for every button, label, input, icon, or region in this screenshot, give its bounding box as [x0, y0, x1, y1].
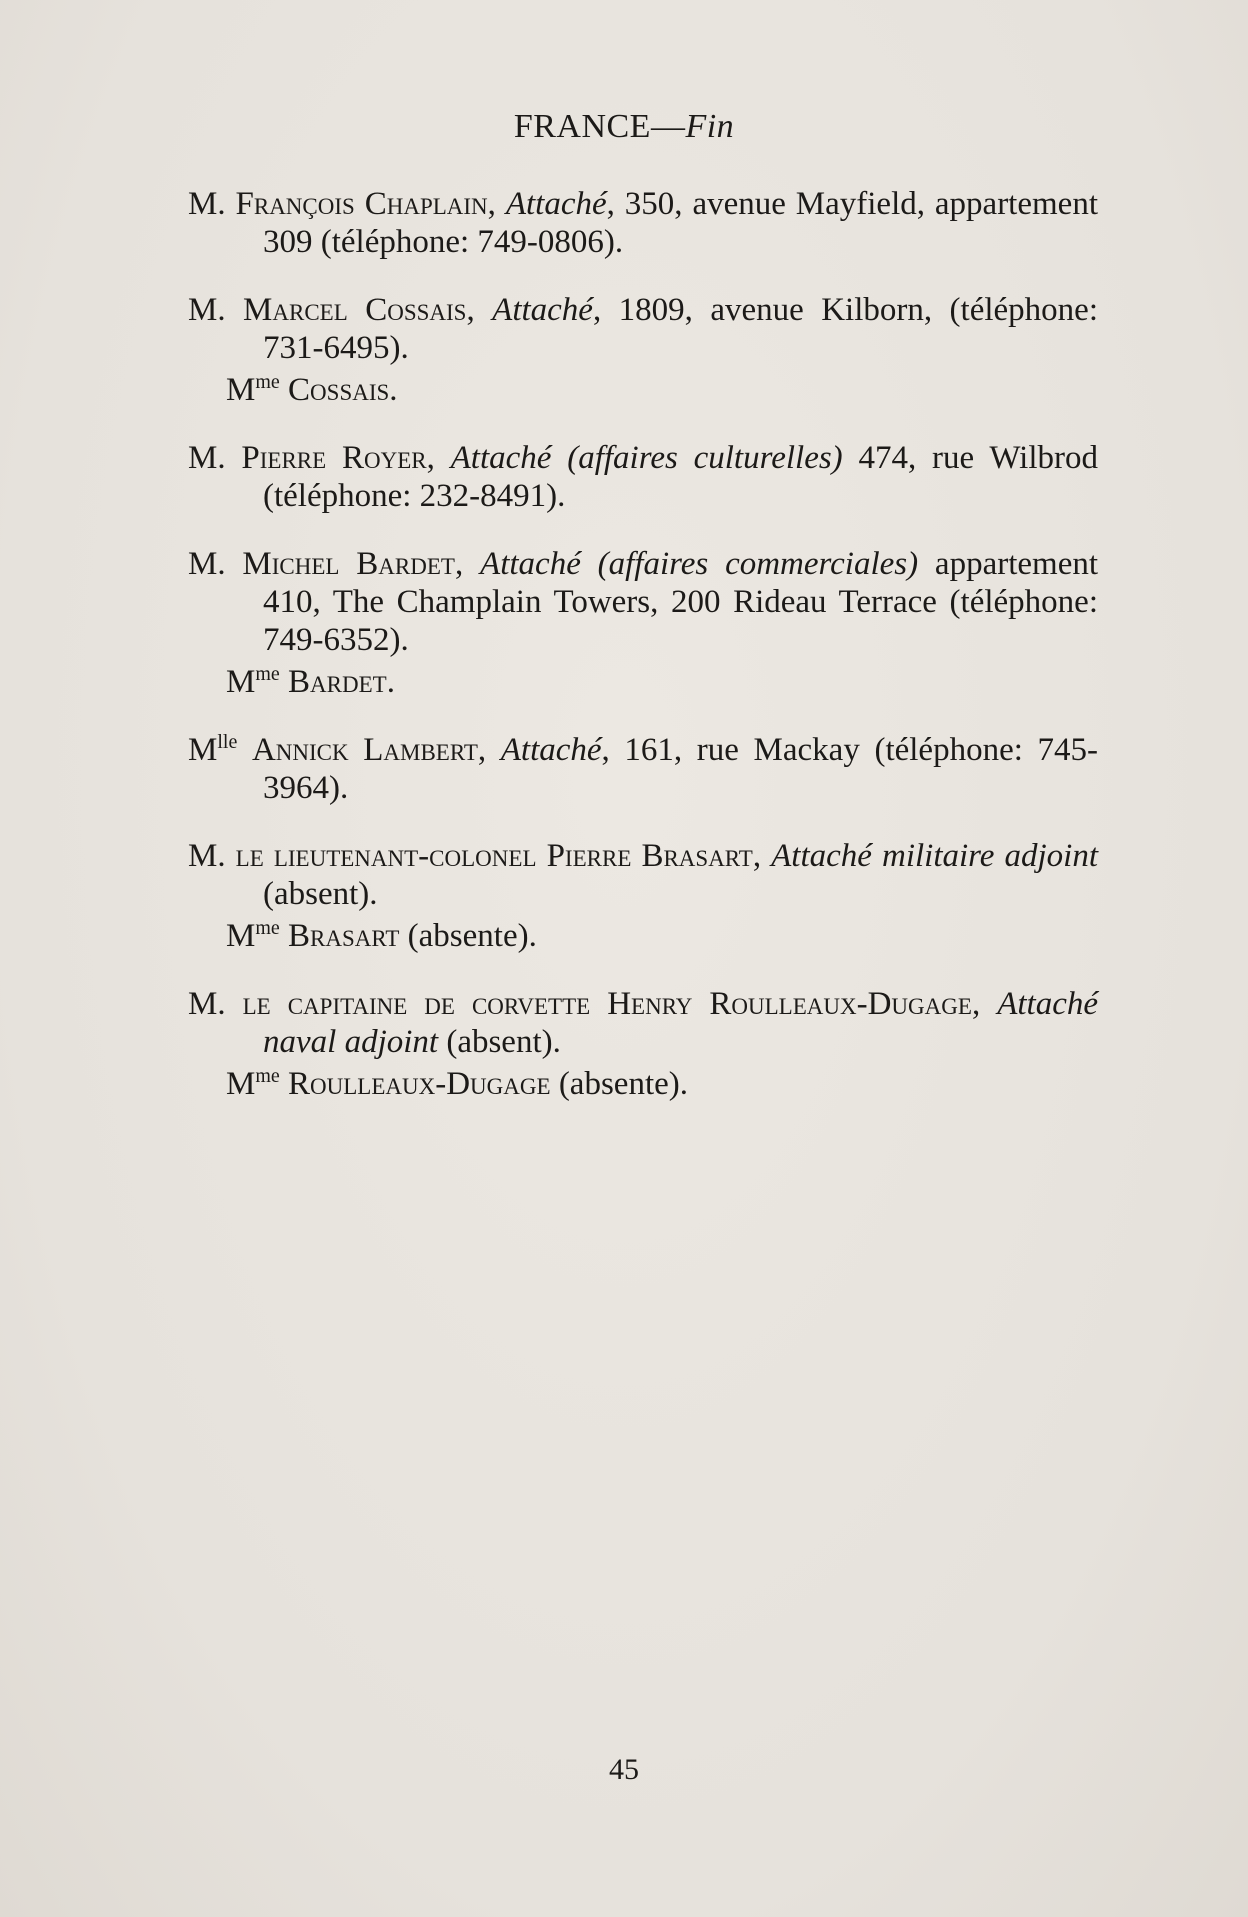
- entry-details: (absent).: [438, 1024, 561, 1060]
- entry-roulleaux-dugage: [188, 985, 1098, 1103]
- entry-text: [188, 185, 1098, 261]
- entry-role: Attaché militaire adjoint: [771, 838, 1099, 874]
- entry-sep: ,: [426, 440, 435, 476]
- entry-role: Attaché: [492, 292, 593, 328]
- header-fin: Fin: [685, 108, 735, 145]
- entry-text: [188, 439, 1098, 515]
- page-number: 45: [609, 1753, 639, 1786]
- entry-sep: ,: [454, 546, 464, 582]
- entry-title-sup: lle: [217, 731, 238, 753]
- entry-rank: le capitaine de corvette: [242, 986, 591, 1022]
- spouse-title: M: [226, 664, 256, 700]
- page-header: [0, 108, 1248, 146]
- entry-title: M.: [188, 986, 226, 1022]
- spouse-line: [188, 917, 1098, 955]
- entry-text: [188, 731, 1098, 807]
- entry-title: M.: [188, 546, 226, 582]
- spouse-title-sup: me: [255, 1065, 280, 1087]
- entry-rank: le lieutenant-colonel: [235, 838, 537, 874]
- spouse-line: [188, 663, 1098, 701]
- entry-lambert: [188, 731, 1098, 807]
- entry-name: Annick Lambert: [251, 732, 478, 768]
- entry-title: M.: [188, 440, 226, 476]
- entry-chaplain: [188, 185, 1098, 261]
- spouse-rest: (absente).: [550, 1066, 688, 1102]
- entry-text: [188, 837, 1098, 913]
- spouse-rest: .: [386, 664, 395, 700]
- entry-role: Attaché (affaires commerciales): [480, 546, 919, 582]
- spouse-title: M: [226, 1066, 256, 1102]
- entry-details: 474, rue Wilbrod (téléphone: 232-8491).: [263, 440, 1098, 514]
- spouse-title-sup: me: [255, 371, 280, 393]
- entry-role: Attaché: [500, 732, 602, 768]
- entry-title: M.: [188, 186, 226, 222]
- spouse-rest: (absente).: [399, 918, 537, 954]
- entry-details: , 1809, avenue Kilborn, (téléphone: 731-6495).: [263, 292, 1098, 366]
- entry-name: Henry Roulleaux-Dugage: [607, 986, 972, 1022]
- entry-details: appartement 410, The Champlain Towers, 200 Rideau Terrace (téléphone: 749-6352).: [263, 546, 1099, 658]
- entry-name: Michel Bardet: [242, 546, 455, 582]
- entry-name: François Chaplain: [235, 186, 488, 222]
- spouse-title-sup: me: [255, 663, 280, 685]
- entry-role: Attaché: [505, 186, 607, 222]
- entry-details: , 161, rue Mackay (téléphone: 745-3964).: [263, 732, 1098, 806]
- header-country: FRANCE: [513, 108, 651, 145]
- spouse-title: M: [226, 372, 256, 408]
- entry-sep: ,: [466, 292, 475, 328]
- entry-title: M.: [188, 292, 226, 328]
- entry-details: (absent).: [263, 876, 378, 912]
- spouse-title: M: [226, 918, 256, 954]
- entry-role: Attaché (affaires culturelles): [450, 440, 843, 476]
- entry-text: [188, 291, 1098, 367]
- entry-title: M: [188, 732, 218, 768]
- entry-text: [188, 985, 1098, 1061]
- entry-name: Pierre Brasart: [546, 838, 753, 874]
- header-dash: —: [650, 108, 686, 145]
- entry-name: Marcel Cossais: [243, 292, 467, 328]
- entry-sep: ,: [752, 838, 762, 874]
- entry-name: Pierre Royer: [241, 440, 427, 476]
- spouse-name: Brasart: [288, 918, 400, 954]
- entry-bardet: [188, 545, 1098, 701]
- entry-sep: ,: [971, 986, 981, 1022]
- entry-sep: ,: [487, 186, 496, 222]
- entry-role: Attaché naval adjoint: [263, 986, 1098, 1060]
- spouse-line: [188, 371, 1098, 409]
- entry-royer: [188, 439, 1098, 515]
- directory-list: [188, 185, 1098, 1133]
- spouse-name: Cossais: [288, 372, 390, 408]
- spouse-title-sup: me: [255, 917, 280, 939]
- entry-sep: ,: [477, 732, 487, 768]
- entry-details: , 350, avenue Mayfield, appartement 309 (téléphone: 749-0806).: [263, 186, 1098, 260]
- spouse-line: [188, 1065, 1098, 1103]
- entry-brasart: [188, 837, 1098, 955]
- spouse-name: Roulleaux-Dugage: [288, 1066, 551, 1102]
- entry-title: M.: [188, 838, 226, 874]
- spouse-rest: .: [389, 372, 398, 408]
- spouse-name: Bardet: [288, 664, 387, 700]
- entry-text: [188, 545, 1098, 659]
- entry-cossais: [188, 291, 1098, 409]
